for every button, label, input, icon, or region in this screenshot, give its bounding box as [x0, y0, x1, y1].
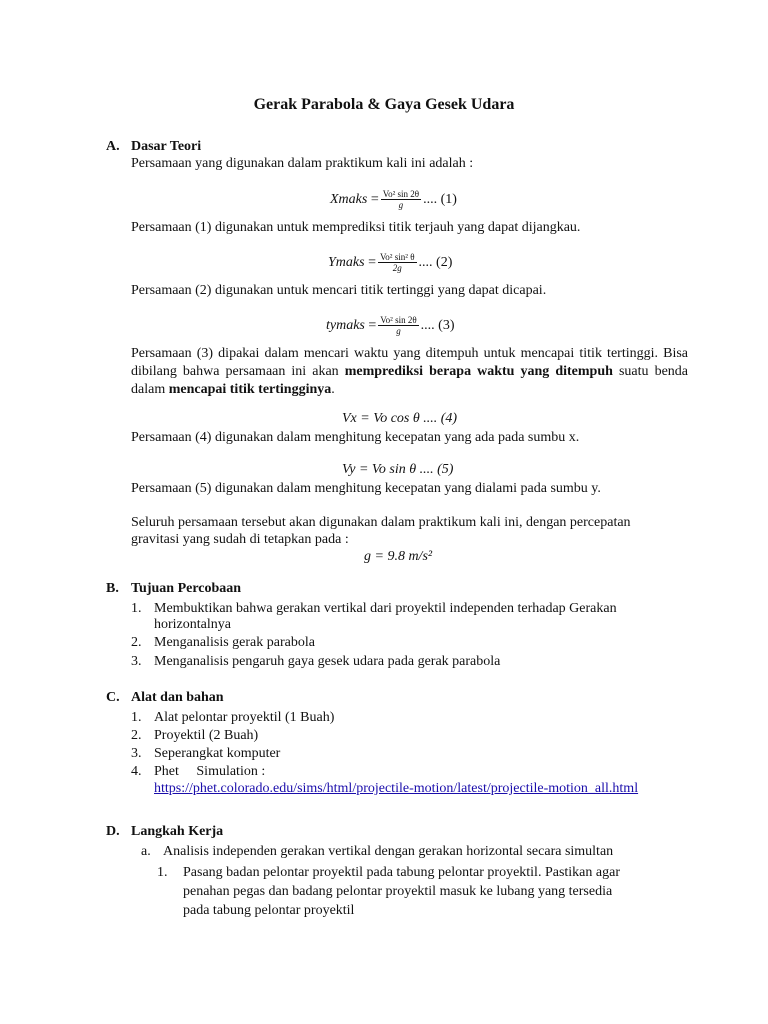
section-c-letter: C. — [106, 690, 120, 705]
goal-text-3: Menganalisis pengaruh gaya gesek udara pada gerak parabola — [154, 654, 501, 669]
eq2-fraction — [378, 252, 417, 273]
step-number-1: 1. — [157, 865, 168, 880]
eq1-lhs: Xmaks — [330, 191, 368, 207]
eq1-description: Persamaan (1) digunakan untuk memprediksi titik terjauh yang dapat dijangkau. — [131, 220, 581, 235]
eq3-tag: .... (3) — [420, 317, 455, 333]
step-1-line-1: Pasang badan pelontar proyektil pada tabung pelontar proyektil. Pastikan agar — [183, 865, 620, 880]
goal-number-2: 2. — [131, 635, 142, 650]
equation-1: Xmaks = $\frac{\text{Vo² sin 2θ}}{g}$ .... (1) — [330, 189, 457, 210]
eq3-lhs: tymaks — [326, 317, 365, 333]
tool-text-3: Seperangkat komputer — [154, 746, 281, 761]
equation-5: Vy = Vo sin θ .... (5) — [342, 462, 454, 477]
document-title: Gerak Parabola & Gaya Gesek Udara — [253, 96, 515, 113]
eq2-description: Persamaan (2) digunakan untuk mencari titik tertinggi yang dapat dicapai. — [131, 283, 547, 298]
eq3-desc-bold1: memprediksi berapa waktu yang ditempuh — [344, 364, 613, 379]
eq1-denominator: g — [398, 200, 404, 210]
eq3-desc-bold2: mencapai titik tertingginya — [168, 382, 332, 397]
eq3-desc-part1: Persamaan (3) dipakai dalam mencari waktu yang ditempuh untuk mencapai titik tertinggi. Bisa dibilang bahwa persamaan ini akan — [131, 346, 688, 379]
goal-number-1: 1. — [131, 601, 142, 616]
equation-3: tymaks = $\frac{\text{Vo² sin 2θ}}{g}$ .... (3) — [326, 315, 455, 336]
goal-number-3: 3. — [131, 654, 142, 669]
eq1-tag: .... (1) — [423, 191, 457, 207]
closing-line-2: gravitasi yang sudah di tetapkan pada : — [131, 532, 349, 547]
tool-text-2: Proyektil (2 Buah) — [154, 728, 259, 743]
eq2-numerator: Vo² sin² θ — [379, 252, 415, 262]
tool-text-4: Phet Simulation : — [154, 764, 266, 779]
section-b-heading: Tujuan Percobaan — [131, 581, 242, 596]
eq3-numerator: Vo² sin 2θ — [380, 315, 417, 325]
tool-number-2: 2. — [131, 728, 142, 743]
tool-number-4: 4. — [131, 764, 142, 779]
subsection-a-label: a. — [141, 844, 151, 859]
eq3-description — [131, 345, 688, 399]
section-b-letter: B. — [106, 581, 119, 596]
gravity-equation: g = 9.8 m/s² — [364, 549, 433, 564]
equation-4: Vx = Vo cos θ .... (4) — [342, 411, 458, 426]
eq2-lhs: Ymaks — [328, 254, 365, 270]
tool-number-3: 3. — [131, 746, 142, 761]
eq4-description: Persamaan (4) digunakan dalam menghitung kecepatan yang ada pada sumbu x. — [131, 430, 580, 445]
goal-text-2: Menganalisis gerak parabola — [154, 635, 315, 650]
tool-number-1: 1. — [131, 710, 142, 725]
eq1-fraction — [381, 189, 421, 210]
eq3-desc-part2: suatu benda dalam — [131, 364, 688, 397]
section-a-intro: Persamaan yang digunakan dalam praktikum kali ini adalah : — [131, 156, 474, 171]
section-a-heading: Dasar Teori — [131, 139, 202, 154]
eq1-numerator: Vo² sin 2θ — [382, 189, 420, 199]
goal-text-1-cont: horizontalnya — [154, 617, 231, 632]
step-1-line-3: pada tabung pelontar proyektil — [183, 903, 355, 918]
section-d-heading: Langkah Kerja — [131, 824, 224, 839]
eq5-description: Persamaan (5) digunakan dalam menghitung kecepatan yang dialami pada sumbu y. — [131, 481, 601, 496]
tool-text-1: Alat pelontar proyektil (1 Buah) — [154, 710, 335, 725]
section-a-letter: A. — [106, 139, 120, 154]
eq2-denominator: 2g — [392, 263, 402, 273]
eq3-desc-part3: . — [331, 382, 335, 397]
goal-text-1: Membuktikan bahwa gerakan vertikal dari proyektil independen terhadap Gerakan — [154, 601, 617, 616]
eq3-denominator: g — [396, 326, 401, 336]
section-c-heading: Alat dan bahan — [131, 690, 224, 705]
eq2-tag: .... (2) — [418, 254, 453, 270]
phet-simulation-link[interactable]: https://phet.colorado.edu/sims/html/projectile-motion/latest/projectile-motion_all.html — [154, 781, 639, 796]
equation-2: Ymaks = $\frac{\text{Vo² sin² θ}}{2g}$ .... (2) — [328, 252, 453, 273]
step-1-line-2: penahan pegas dan badang pelontar proyektil masuk ke lubang yang tersedia — [183, 884, 613, 899]
section-d-letter: D. — [106, 824, 120, 839]
subsection-a-text: Analisis independen gerakan vertikal dengan gerakan horizontal secara simultan — [163, 844, 614, 859]
closing-line-1: Seluruh persamaan tersebut akan digunakan dalam praktikum kali ini, dengan percepatan — [131, 515, 631, 530]
eq3-fraction — [378, 315, 418, 336]
